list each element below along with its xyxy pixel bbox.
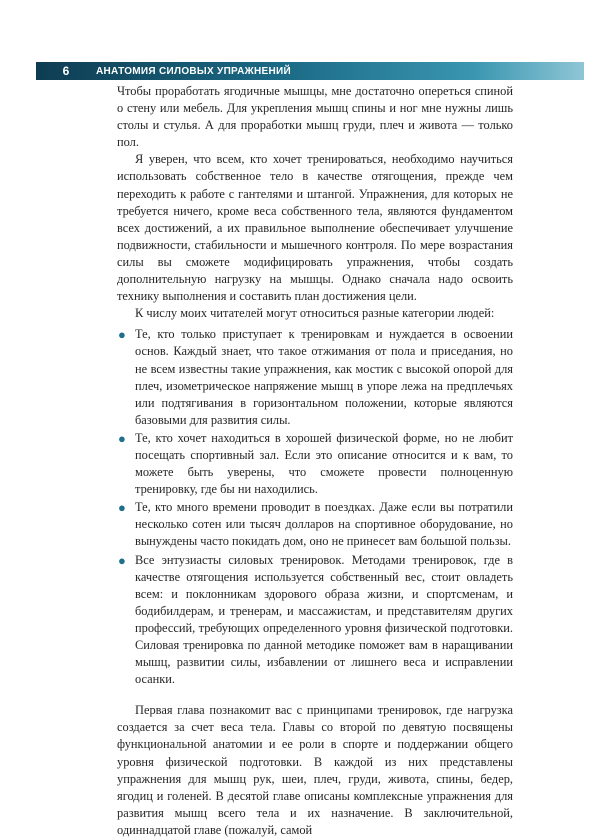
bullet-icon: ● [118,500,126,516]
paragraph-2: Я уверен, что всем, кто хочет тренироваться, необходимо научиться использовать собственное тело в качестве отягощения, прежде чем переходить к работе с гантелями и штангой. Упражнения, для которых не требуется ничего, кроме веса собственного тела, являются фундаментом всех достижений, а их правильное выполнение обеспечивает улучшение подвижности, стабильности и мышечного контроля. По мере возрастания силы вы сможете модифицировать упражнения, чтобы создать дополнительную нагрузку на мышцы. Однако сначала надо освоить технику выполнения и составить план достижения цели. [117,152,513,304]
list-item [117,552,513,689]
reader-categories-list [117,326,513,688]
paragraph-3: К числу моих читателей могут относиться разные категории людей: [135,306,495,321]
paragraph-spacer [117,689,513,702]
list-item [117,430,513,498]
list-item [117,326,513,429]
list-item [117,499,513,550]
page-number: 6 [62,64,70,78]
list-item-text: Те, кто только приступает к тренировкам и нуждается в освоении основ. Каждый знает, что такое отжимания от пола и приседания, но не всем известны такие упражнения, как мостик с высокой опорой для плеч, изометрическое напряжение мышц в упоре лежа на предплечьях или подтягивания в горизонтальном положении, которые являются базовыми для развития силы. [135,327,513,427]
bullet-icon: ● [118,552,126,568]
list-item-text: Все энтузиасты силовых тренировок. Методами тренировок, где в качестве отягощения используется собственный вес, стоит овладеть всем: и поклонникам здорового образа жизни, и спортсменам, и бодибилдерам, и тренерам, и массажистам, и представителям других профессий, требующих определенного уровня физической подготовки. Силовая тренировка по данной методике поможет вам в наращивании мышц, развитии силы, избавлении от лишнего веса и исправлении осанки. [135,552,513,687]
running-header-title: АНАТОМИЯ СИЛОВЫХ УПРАЖНЕНИЙ [96,65,291,77]
list-item-text: Те, кто хочет находиться в хорошей физической форме, но не любит посещать спортивный зал. Если это описание относится и к вам, то можете быть уверены, что сможете провести полноценную тренировку, где бы ни находились. [135,430,513,497]
bullet-icon: ● [118,430,126,446]
body-text [117,83,513,839]
paragraph-4: Первая глава познакомит вас с принципами тренировок, где нагрузка создается за счет веса тела. Главы со второй по девятую посвящены функциональной анатомии и ее роли в спорте и поддержании общего уровня физической подготовки. В каждой из них представлены упражнения для мышц рук, шеи, плеч, груди, живота, спины, бедер, ягодиц и голеней. В десятой главе описаны комплексные упражнения для развития мышц всего тела и их назначение. В заключительной, одиннадцатой главе (пожалуй, самой [117,703,513,837]
running-header [36,62,584,80]
bullet-icon: ● [118,327,126,343]
paragraph-1: Чтобы проработать ягодичные мышцы, мне достаточно опереться спиной о стену или мебель. Для укрепления мышц спины и ног мне нужны лишь столы и стулья. А для проработки мышц груди, плеч и живота — только пол. [117,84,513,150]
list-item-text: Те, кто много времени проводит в поездках. Даже если вы потратили несколько сотен или тысяч долларов на спортивное оборудование, но вынуждены часто покидать дом, оно не принесет вам большой пользы. [135,500,513,549]
